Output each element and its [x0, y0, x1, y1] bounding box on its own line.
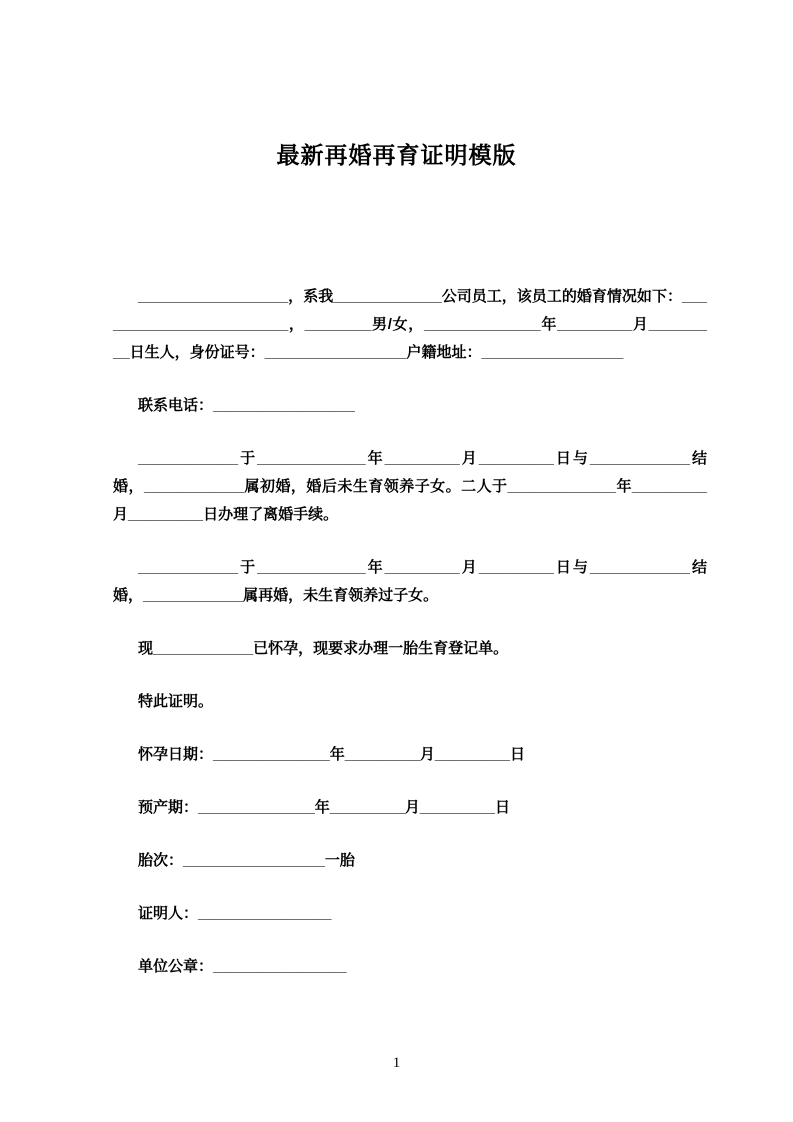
page-number: 1 [392, 1055, 401, 1071]
paragraph-birth-order: 胎次：_________________一胎 [138, 852, 355, 869]
paragraph-remarriage: ____________于_____________年_________月_________日与____________结婚，____________属再婚，未生育领养过子女。 [113, 559, 707, 604]
paragraph-pregnancy-date: 怀孕日期：______________年_________月_________日 [138, 746, 525, 763]
paragraph-company-seal: 单位公章：________________ [138, 958, 347, 975]
paragraph-first-marriage: ____________于_____________年_________月_________日与____________结婚，____________属初婚，婚后未生育领养子女。二人于_____________年_________月_________日办理了离婚手续。 [113, 450, 707, 523]
paragraph-certifier: 证明人：________________ [138, 905, 332, 922]
document-body [0, 170, 793, 981]
paragraph-contact-phone: 联系电话：_________________ [138, 397, 355, 414]
paragraph-employee-info: __________________，系我_____________公司员工，该员工的婚育情况如下：________________________，________男/女，______________年_________月_________日生人，身份证号：_________________户籍地址：_________________ [113, 288, 707, 361]
paragraph-certification-statement: 特此证明。 [138, 693, 214, 710]
document-title: 最新再婚再育证明模版 [276, 142, 517, 168]
paragraph-due-date: 预产期：______________年_________月_________日 [138, 799, 510, 816]
paragraph-pregnancy-request: 现____________已怀孕，现要求办理一胎生育登记单。 [138, 640, 509, 657]
